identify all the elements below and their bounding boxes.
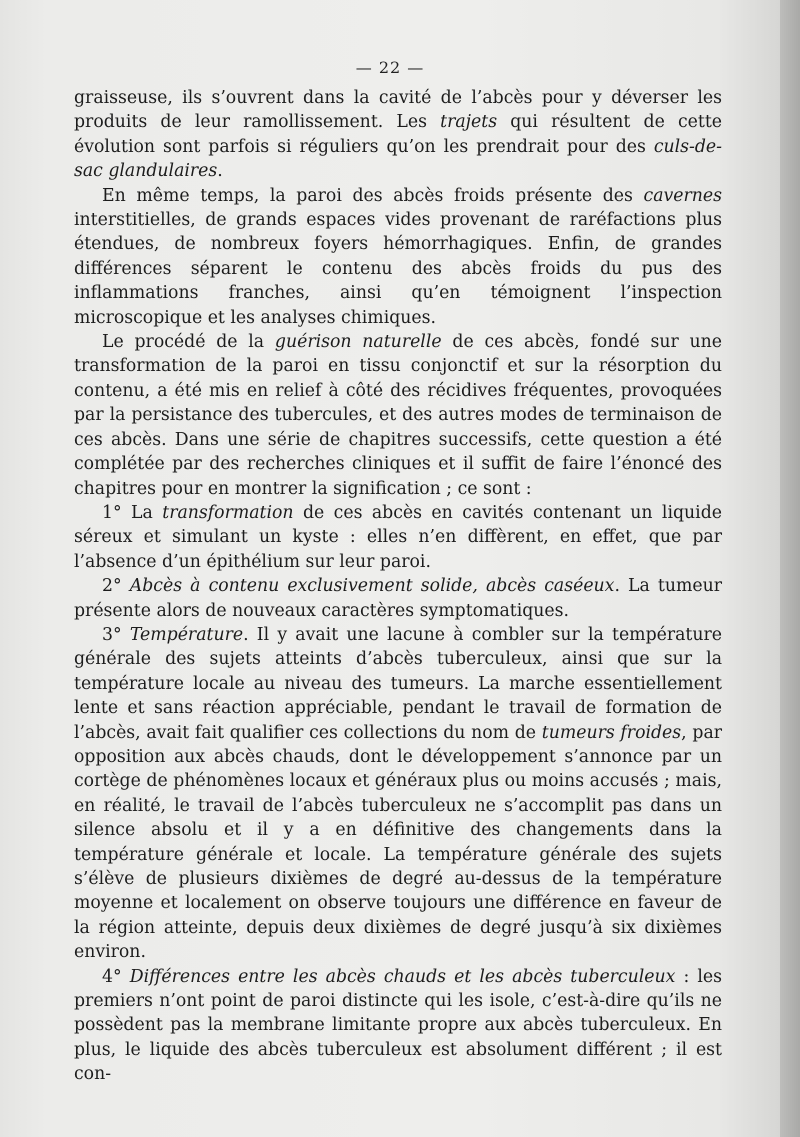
text-run: de ces abcès en cavités contenant un liquide séreux et simulant un kyste : elles n’en diffèrent, en effet, que par l’absence d’un épithélium sur leur paroi.	[74, 502, 722, 572]
text-run: En même temps, la paroi des abcès froids présente des	[102, 185, 644, 206]
paragraph	[74, 501, 722, 574]
paragraph	[74, 574, 722, 623]
italic-text: tumeurs froides	[541, 722, 682, 743]
text-run: .	[217, 161, 223, 182]
italic-text: Abcès à contenu exclusivement solide, abcès caséeux	[129, 576, 615, 597]
text-run: 1° La	[102, 502, 163, 523]
text-run: 4°	[102, 966, 130, 987]
italic-text: Température	[129, 624, 244, 645]
italic-text: transformation	[162, 502, 294, 523]
paragraph	[74, 330, 722, 501]
text-run: , par opposition aux abcès chauds, dont le développement s’annonce par un cortège de phénomènes locaux et généraux plus ou moins accusés ; mais, en réalité, le travail de l’abcès tuberculeux ne s’accomplit pas dans un silence absolu et il y a en définitive des changements dans la température générale et locale. La température générale des sujets s’élève de plusieurs dixièmes de degré au-dessus de la température moyenne et localement on observe toujours une différence en faveur de la région atteinte, depuis deux dixièmes de degré jusqu’à six dixièmes environ.	[74, 722, 723, 963]
text-run: interstitielles, de grands espaces vides provenant de raréfactions plus étendues, de nombreux foyers hémorrhagiques. Enfin, de grandes différences séparent le contenu des abcès froids du pus des inflammations franches, ainsi qu’en témoignent l’inspection microscopique et les analyses chimiques.	[74, 210, 722, 328]
page-number: — 22 —	[355, 58, 425, 77]
text-run: 3°	[102, 624, 130, 645]
body-text	[74, 86, 722, 1087]
text-run: : les premiers n’ont point de paroi distincte qui les isole, c’est-à-dire qu’ils ne possèdent pas la membrane limitante propre aux abcès tuberculeux. En plus, le liquide des abcès tuberculeux est absolument différent ; il est con-	[74, 966, 722, 1085]
paragraph	[74, 184, 722, 330]
italic-text: Différences entre les abcès chauds et les abcès tuberculeux	[129, 966, 676, 987]
paragraph	[74, 965, 722, 1087]
italic-text: culs-de-sac glandulaires	[74, 136, 722, 182]
italic-text: cavernes	[643, 185, 722, 206]
text-run: . La tumeur présente alors de nouveaux caractères symptomatiques.	[74, 576, 722, 621]
text-run: Le procédé de la	[102, 332, 275, 353]
italic-text: guérison naturelle	[274, 332, 442, 353]
paragraph	[74, 623, 722, 965]
text-run: . Il y avait une lacune à combler sur la température générale des sujets atteints d’abcès tuberculeux, ainsi que sur la température locale au niveau des tumeurs. La marche essentiellement lente et sans réaction appréciable, pendant le travail de formation de l’abcès, avait fait qualifier ces collections du nom de	[74, 624, 722, 743]
text-run: graisseuse, ils s’ouvrent dans la cavité de l’abcès pour y déverser les produits de leur ramollissement. Les	[74, 88, 722, 133]
italic-text: trajets	[440, 112, 498, 133]
text-run: 2°	[102, 576, 130, 597]
text-run: qui résultent de cette évolution sont parfois si réguliers qu’on les prendrait pour des	[74, 112, 723, 157]
text-run: de ces abcès, fondé sur une transformation de la paroi en tissu conjonctif et sur la résorption du contenu, a été mis en relief à côté des récidives fréquentes, provoquées par la persistance des tubercules, et des autres modes de terminaison de ces abcès. Dans une série de chapitres successifs, cette question a été complétée par des recherches cliniques et il suffit de faire l’énoncé des chapitres pour en montrer la signification ; ce sont :	[74, 332, 722, 499]
paragraph	[74, 86, 722, 184]
page-edge	[780, 0, 800, 1137]
